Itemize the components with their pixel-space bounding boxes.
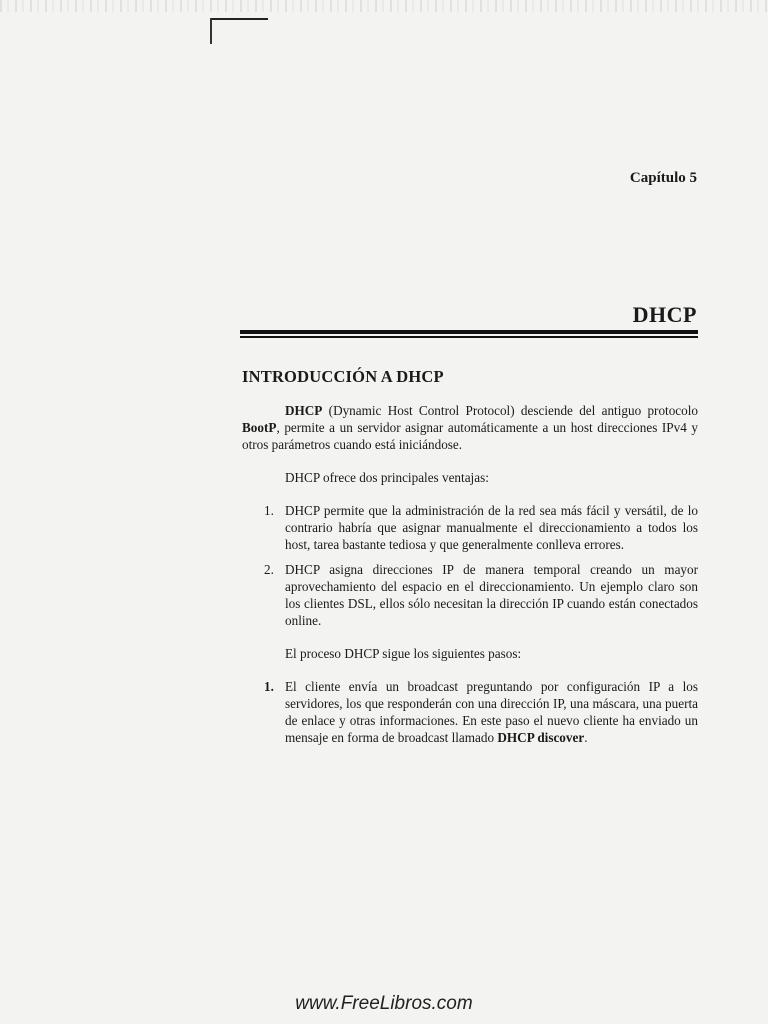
step-number: 1. [264,679,274,694]
footer-link[interactable]: www.FreeLibros.com [295,993,473,1014]
chapter-title: DHCP [632,302,697,327]
page-content [242,368,698,762]
crop-mark [210,18,268,44]
term-dhcp-discover: DHCP discover [497,730,585,745]
title-rule-thin [240,336,698,338]
intro-paragraph [242,402,698,453]
advantages-list [242,502,698,629]
list-item-number: 2. [264,562,274,577]
list-item [242,561,698,629]
process-intro: El proceso DHCP sigue los siguientes pasos: [285,646,522,661]
term-bootp: BootP [242,420,277,435]
intro-text-1: (Dynamic Host Control Protocol) desciende del antiguo protocolo [322,403,698,418]
chapter-label: Capítulo 5 [629,170,697,186]
term-dhcp: DHCP [285,403,323,418]
list-item [242,678,698,746]
intro-text-2: , permite a un servidor asignar automáticamente a un host direcciones IPv4 y otros parámetros cuando está iniciándose. [242,420,698,452]
advantages-intro: DHCP ofrece dos principales ventajas: [285,470,489,485]
title-rule-thick [240,330,698,334]
steps-list [242,678,698,746]
list-item [242,502,698,553]
scan-noise [0,0,768,12]
list-item-number: 1. [264,503,274,518]
step-text: El cliente envía un broadcast preguntando por configuración IP a los servidores, los que responderán con una dirección IP, una máscara, una puerta de enlace y otras informaciones. En este paso el nuevo cliente ha enviado un mensaje en forma de broadcast llamado [285,679,698,745]
step-end: . [584,730,588,745]
list-item-text: DHCP asigna direcciones IP de manera temporal creando un mayor aprovechamiento del espacio en el direccionamiento. Un ejemplo claro son los clientes DSL, ellos sólo necesitan la dirección IP cuando están conectados online. [285,562,698,628]
list-item-text: DHCP permite que la administración de la red sea más fácil y versátil, de lo contrario habría que asignar manualmente el direccionamiento a todos los host, tarea bastante tediosa y que generalmente conlleva errores. [285,503,698,552]
section-heading: INTRODUCCIÓN A DHCP [242,367,444,386]
